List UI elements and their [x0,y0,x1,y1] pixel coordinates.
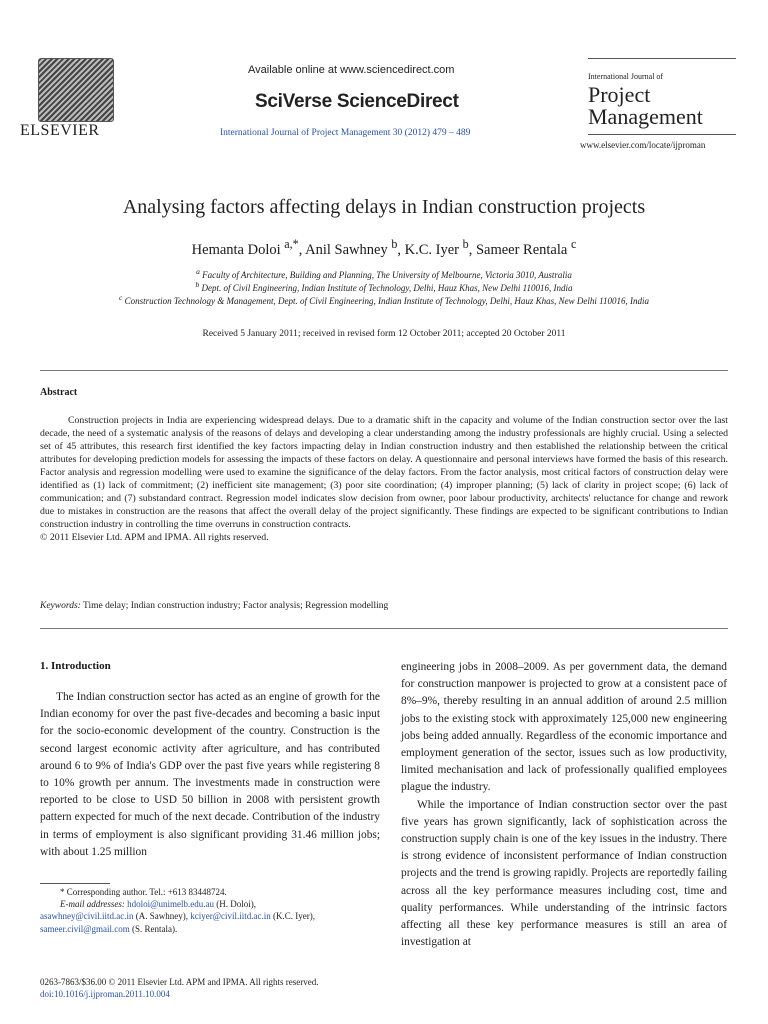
author-list: Hemanta Doloi $^{a,*}$, Anil Sawhney $^b$, K.C. Iyer $^b$, Sameer Rentala $^c$ [191,237,577,258]
affiliation-mark: b [195,280,200,289]
author-affil-mark: c [570,237,577,251]
journal-name-line-1: Project [588,82,651,107]
email-link[interactable]: asawhney@civil.iitd.ac.in [40,911,134,922]
body-paragraph: engineering jobs in 2008–2009. As per government data, the demand for construction manpower is projected to grow at a consistent pace of 8%–9%, thereby resulting in an annual addition of around 2.5 million jobs to the existing stock with approximately 125,000 new engineering jobs being added annually. Regardless of the economic importance and employment generation of the sector, issues such as low productivity, limited mechanisation and lack of professionally qualified employees plague the industry. [401,661,727,794]
email-owner: (A. Sawhney), [135,911,189,922]
journal-citation-link[interactable]: International Journal of Project Management 30 (2012) 479 – 489 [220,128,471,138]
corresponding-author-note: * Corresponding author. Tel.: +613 83448724. [60,887,227,897]
email-owner: (H. Doloi), [216,899,256,910]
abstract-body [40,414,728,544]
affiliation-text: Faculty of Architecture, Building and Planning, The University of Melbourne, Victoria 3010, Australia [202,270,572,280]
journal-masthead [566,58,736,148]
email-owner: (K.C. Iyer), [273,911,316,922]
elsevier-tree-icon [38,58,114,122]
affiliation-a [0,267,768,280]
affiliation-mark: a [196,267,200,276]
abstract-top-divider [40,370,728,371]
abstract-text: Construction projects in India are experiencing widespread delays. Due to a dramatic shift in the capacity and volume of the Indian construction sector over the last decade, the need of a systematic analysis of the reasons of delays and developing a clear understanding among the industry professionals are highly crucial. Using a selected set of 45 attributes, this research first identified the key factors impacting delay in Indian construction industry and then established the relationship between the critical attributes for developing prediction models for assessing the impacts of these factors on delay. A questionnaire and personal interviews have formed the basis of this research. Factor analysis and regression modelling were used to examine the significance of the delay factors. From the factor analysis, most critical factors of construction delay were identified as (1) lack of commitment; (2) inefficient site management; (3) poor site coordination; (4) improper planning; (5) lack of clarity in project scope; (6) lack of communication; and (7) substandard contract. Regression model indicates slow decision from owner, poor labour productivity, architects' reluctance for change and rework due to mistakes in construction are the reasons that affect the overall delay of the project significantly. These findings are expected to be significant contributions to Indian construction industry in controlling the time overruns in construction contracts. [40,415,728,530]
abstract-bottom-divider [40,628,728,629]
author-affil-mark: b [462,237,469,251]
affiliation-text: Construction Technology & Management, Dept. of Civil Engineering, Indian Institute of Technology, Delhi, Hauz Khas, New Delhi 110016, India [124,296,649,306]
affiliation-c [0,293,768,306]
body-paragraph: While the importance of Indian construction sector over the past five years has grown significantly, lack of sophistication across the construction supply chain is one of the key issues in the industry. There is strong evidence of inconsistent performance of Indian construction projects and the trend is growing rapidly. Projects are reportedly failing across all the key performance measures including cost, time and quality performances. While understanding of the intrinsic factors affecting all these key performance measures is still an area of investigation at [401,798,727,949]
issn-line: 0263-7863/$36.00 © 2011 Elsevier Ltd. APM and IPMA. All rights reserved. [40,977,319,987]
keywords-label: Keywords: [40,601,81,611]
journal-intl-label: International Journal of [588,72,664,81]
affiliation-b [0,280,768,293]
email-link[interactable]: kciyer@civil.iitd.ac.in [190,911,271,922]
email-line [40,898,380,910]
affiliation-mark: c [119,293,123,302]
author-name: K.C. Iyer [404,241,460,258]
doi-link[interactable]: doi:10.1016/j.ijproman.2011.10.004 [40,989,170,1000]
publication-info [40,976,380,1000]
sciencedirect-logo: SciVerse ScienceDirect [255,91,459,112]
masthead-bottom-rule [588,134,736,135]
author-affil-mark: a,* [284,237,299,251]
publisher-name: ELSEVIER [20,122,100,139]
author-name: Anil Sawhney [305,241,388,258]
section-heading: 1. Introduction [40,660,111,672]
available-online-text: Available online at www.sciencedirect.com [248,64,455,76]
received-dates: Received 5 January 2011; received in revised form 12 October 2011; accepted 20 October 2011 [202,329,566,339]
abstract-heading: Abstract [40,387,78,398]
journal-name-line-2: Management [588,104,703,129]
author-name: Hemanta Doloi [191,241,281,258]
email-line [40,923,380,935]
keywords-list: Time delay; Indian construction industry; Factor analysis; Regression modelling [83,601,389,611]
body-paragraph: The Indian construction sector has acted as an engine of growth for the Indian economy for over the past five-decades and becoming a basic input for the socio-economic development of the country. Construction is the second largest economic activity after agriculture, and has contributed around 6 to 9% of India's GDP over the past five years while registering 8 to 10% growth per annum. The investments made in construction were reported to be close to USD 50 billion in 2008 with persistent growth pattern expected for much of the next decade. Contribution of the industry in terms of employment is also significant providing 31.46 million jobs; with about 1.25 million [40,691,380,858]
elsevier-logo [20,58,130,142]
email-owner: (S. Rentala). [132,923,178,934]
abstract-copyright: © 2011 Elsevier Ltd. APM and IPMA. All rights reserved. [40,532,269,543]
author-name: Sameer Rentala [475,241,568,258]
email-link[interactable]: hdoloi@unimelb.edu.au [127,899,214,910]
journal-url-link[interactable]: www.elsevier.com/locate/ijproman [580,140,706,150]
email-line [40,910,380,922]
footnotes [40,886,380,935]
author-affil-mark: b [391,237,398,251]
footnote-divider [40,883,110,884]
paper-title: Analysing factors affecting delays in Indian construction projects [122,196,646,218]
email-link[interactable]: sameer.civil@gmail.com [40,923,130,934]
left-column [40,689,380,861]
keywords-line [40,601,388,611]
affiliation-text: Dept. of Civil Engineering, Indian Institute of Technology, Delhi, Hauz Khas, New Delhi 110016, India [201,283,573,293]
masthead-top-rule [588,58,736,59]
email-label: E-mail addresses: [60,899,125,910]
journal-name [588,84,703,128]
right-column [401,659,727,951]
